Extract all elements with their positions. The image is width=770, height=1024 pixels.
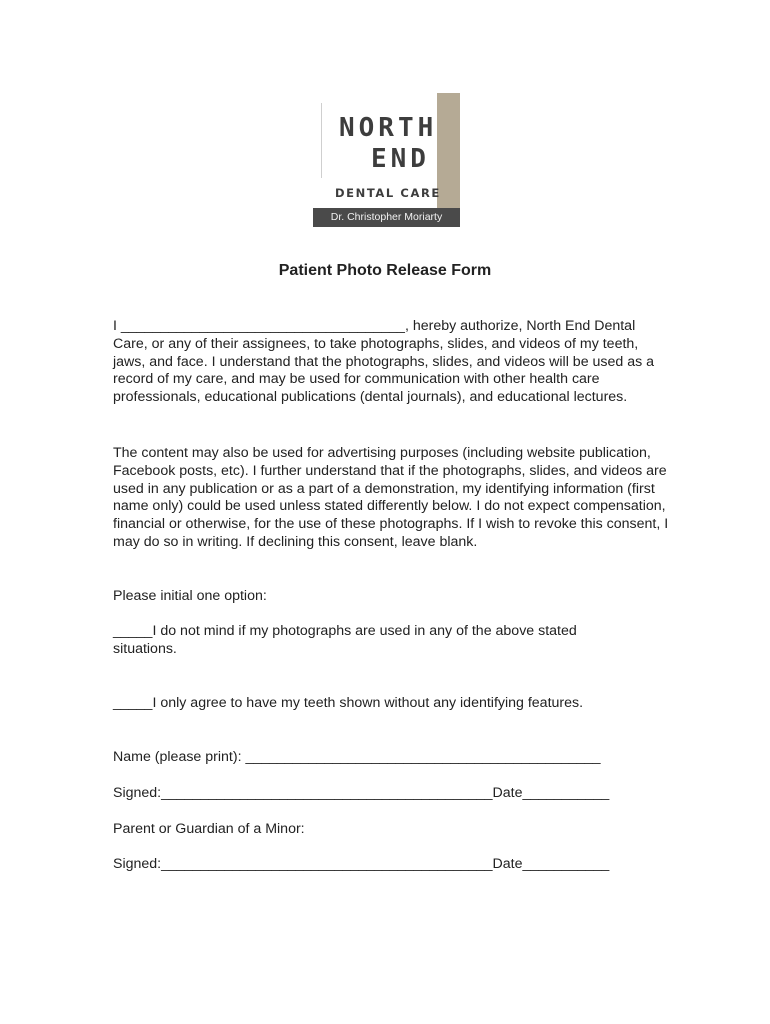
logo-doctor-name: Dr. Christopher Moriarty [313,208,460,227]
guardian-signature-date-field: Signed:__________________________________________Date___________ [113,856,610,872]
signature-date-field: Signed:__________________________________________Date___________ [113,785,610,801]
logo-accent-bar [437,93,460,227]
option-teeth-only: _____I only agree to have my teeth shown without any identifying features. [113,695,584,711]
initial-instruction: Please initial one option: [113,588,267,604]
logo-frame-line [321,103,322,178]
logo-word-end: END [371,144,430,174]
form-title: Patient Photo Release Form [278,262,492,279]
name-print-field: Name (please print): _____________________________________________ [113,749,601,765]
logo-word-north: NORTH [339,113,438,143]
advertising-paragraph: The content may also be used for advertising purposes (including website publication, Facebook posts, etc). I further understand that if the photographs, slides, and videos are used in any publication or as a part of a demonstration, my identifying information (first name only) could be used unless stated differently below. I do not expect compensation, financial or otherwise, for the use of these photographs. If I wish to revoke this consent, I may do so in writing. If declining this consent, leave blank. [113,445,669,550]
logo-word-dental-care: DENTAL CARE [335,186,441,200]
authorization-paragraph: I ____________________________________, hereby authorize, North End Dental Care, or any of their assignees, to take photographs, slides, and videos of my teeth, jaws, and face. I understand that the photographs, slides, and videos will be used as a record of my care, and may be used for communication with other health care professionals, educational publications (dental journals), and educational lectures. [113,318,655,406]
practice-logo [321,93,460,227]
guardian-label: Parent or Guardian of a Minor: [113,821,305,837]
option-no-objection: _____I do not mind if my photographs are used in any of the above stated situations. [113,623,577,657]
